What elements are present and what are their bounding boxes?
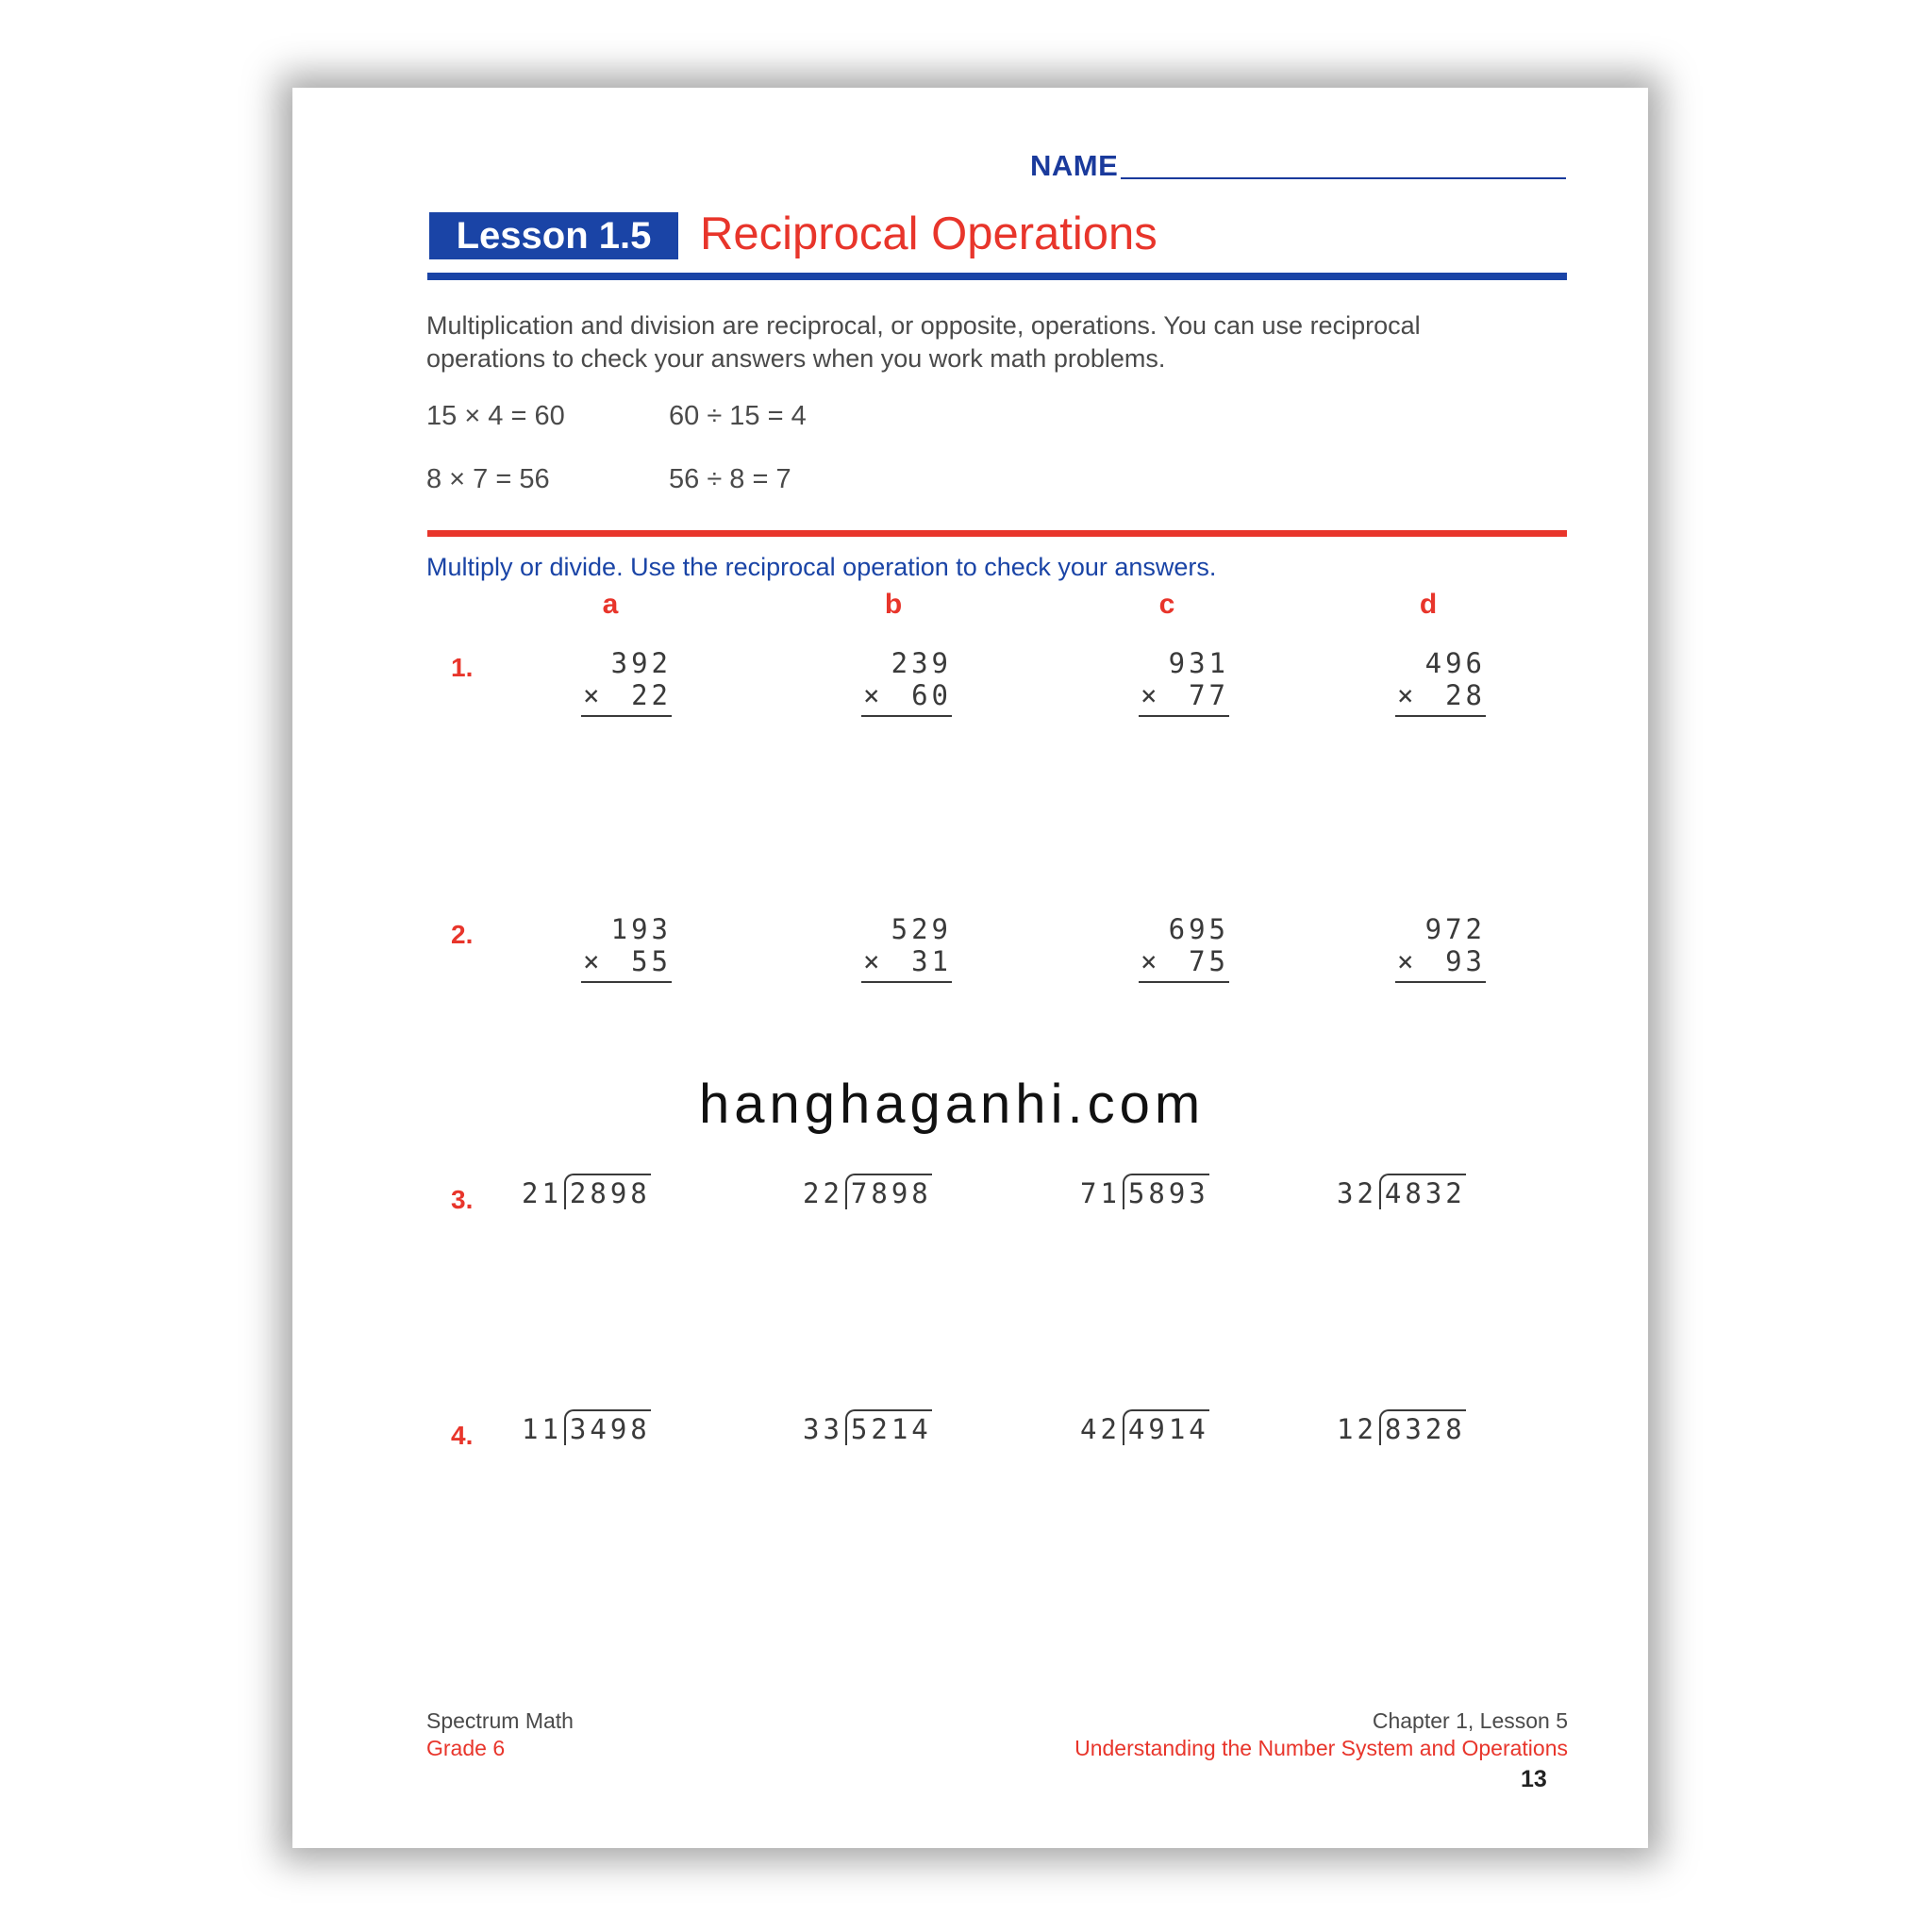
column-label-b: b [884,589,903,620]
multiplication-problem [861,913,952,983]
footer-chapter: Chapter 1, Lesson 5 [1372,1708,1568,1733]
division-problem [803,1177,932,1209]
divisor: 71 [1080,1177,1121,1209]
times-sign: × [1397,945,1414,977]
column-label-d: d [1419,589,1438,620]
section-divider [427,530,1567,537]
divisor: 32 [1337,1177,1377,1209]
multiplier: 75 [1189,945,1229,977]
footer-grade: Grade 6 [426,1736,506,1760]
watermark-text: hanghaganhi.com [699,1074,1206,1135]
times-sign: × [1397,679,1414,711]
footer-book-title: Spectrum Math [426,1708,574,1733]
column-label-c: c [1158,589,1175,620]
dividend: 2898 [564,1174,651,1209]
divisor: 21 [522,1177,562,1209]
multiplier: 60 [911,679,952,711]
times-sign: × [1141,679,1158,711]
multiplication-problem [581,913,672,983]
multiplier: 93 [1445,945,1486,977]
multiplier: 22 [631,679,672,711]
example-equation: 15 × 4 = 60 [426,401,565,431]
lesson-title: Reciprocal Operations [700,208,1158,259]
multiplicand: 972 [1424,913,1486,945]
times-sign: × [583,945,600,977]
division-problem [522,1413,651,1445]
footer-unit: Understanding the Number System and Operations [1074,1736,1568,1760]
example-equation: 56 ÷ 8 = 7 [669,464,791,494]
divisor: 12 [1337,1413,1377,1445]
name-blank-line [1121,177,1566,179]
directions-text: Multiply or divide. Use the reciprocal operation to check your answers. [426,553,1217,581]
dividend: 5214 [845,1409,932,1445]
division-problem [803,1413,932,1445]
title-divider [427,273,1567,280]
division-problem [1080,1413,1209,1445]
multiplication-problem [1139,913,1229,983]
multiplier: 55 [631,945,672,977]
multiplication-problem [861,647,952,717]
multiplier: 77 [1189,679,1229,711]
multiplier: 31 [911,945,952,977]
page-number: 13 [1521,1766,1547,1792]
multiplicand: 529 [891,913,952,945]
division-problem [1337,1413,1466,1445]
row-number: 2. [451,920,474,949]
dividend: 4832 [1379,1174,1466,1209]
multiplicand: 695 [1168,913,1229,945]
row-number: 3. [451,1185,474,1214]
dividend: 3498 [564,1409,651,1445]
multiplication-problem [581,647,672,717]
times-sign: × [863,679,880,711]
divisor: 22 [803,1177,843,1209]
dividend: 7898 [845,1174,932,1209]
times-sign: × [863,945,880,977]
column-label-a: a [602,589,619,620]
division-problem [1080,1177,1209,1209]
dividend: 8328 [1379,1409,1466,1445]
times-sign: × [1141,945,1158,977]
multiplication-problem [1139,647,1229,717]
multiplication-problem [1395,647,1486,717]
row-number: 4. [451,1421,474,1450]
multiplication-problem [1395,913,1486,983]
multiplicand: 931 [1168,647,1229,679]
division-problem [522,1177,651,1209]
multiplicand: 392 [610,647,672,679]
multiplier: 28 [1445,679,1486,711]
times-sign: × [583,679,600,711]
multiplicand: 193 [610,913,672,945]
intro-text: Multiplication and division are reciprocal, or opposite, operations. You can use reciprocal operations to check your answers when you work math problems. [426,311,1421,373]
lesson-badge: Lesson 1.5 [429,212,678,259]
dividend: 5893 [1123,1174,1209,1209]
division-problem [1337,1177,1466,1209]
divisor: 33 [803,1413,843,1445]
multiplicand: 496 [1424,647,1486,679]
dividend: 4914 [1123,1409,1209,1445]
divisor: 42 [1080,1413,1121,1445]
name-label: NAME [1030,149,1119,182]
example-equation: 8 × 7 = 56 [426,464,550,494]
row-number: 1. [451,653,474,682]
divisor: 11 [522,1413,562,1445]
multiplicand: 239 [891,647,952,679]
example-equation: 60 ÷ 15 = 4 [669,401,807,431]
